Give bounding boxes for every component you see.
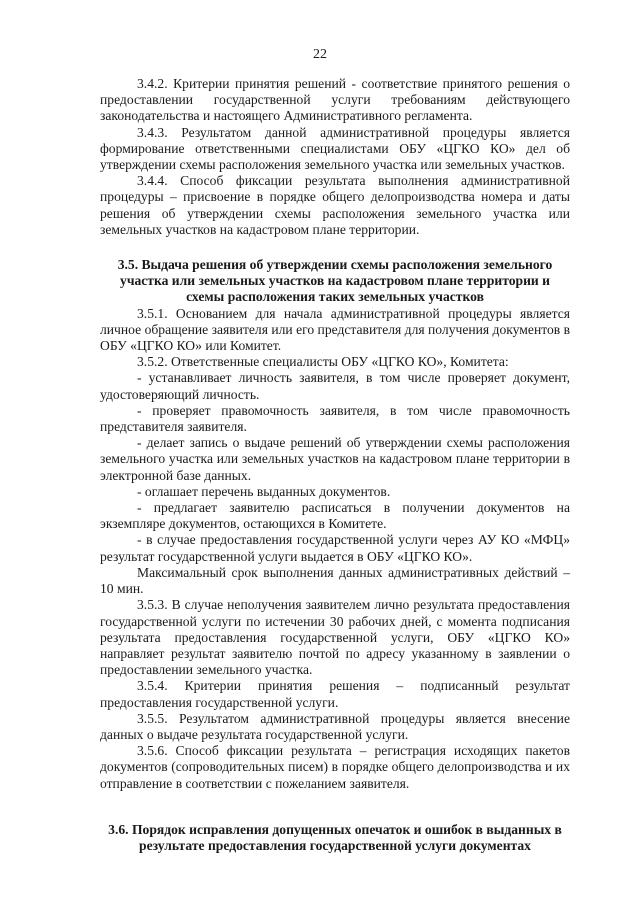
paragraph-3-5-2: 3.5.2. Ответственные специалисты ОБУ «ЦГКО КО», Комитета: xyxy=(137,354,509,370)
list-item-identity: - устанавливает личность заявителя, в том числе проверяет документ, удостоверяющий личность. xyxy=(100,370,570,402)
section-heading-3-5: 3.5. Выдача решения об утверждении схемы расположения земельного участка или земельных участков на кадастровом плане территории и схемы расположения таких земельных участков xyxy=(117,257,553,305)
paragraph-3-4-3: 3.4.3. Результатом данной административной процедуры является формирование ответственными специалистами ОБУ «ЦГКО КО» дел об утверждении схемы расположения земельного участка или земельных участков. xyxy=(100,124,570,173)
paragraph-3-5-6: 3.5.6. Способ фиксации результата – регистрация исходящих пакетов документов (сопроводительных писем) в порядке общего делопроизводства и их отправление в соответствии с пожеланием заявителя. xyxy=(100,743,570,791)
page-number: 22 xyxy=(313,47,327,62)
paragraph-3-5-5: 3.5.5. Результатом административной процедуры является внесение данных о выдаче результата государственной услуги. xyxy=(100,710,570,742)
list-item-sign: - предлагает заявителю расписаться в получении документов на экземпляре документов, остающихся в Комитете. xyxy=(100,500,570,532)
list-item-record: - делает запись о выдаче решений об утверждении схемы расположения земельного участка или земельных участков на кадастровом плане территории в электронной базе данных. xyxy=(100,435,570,483)
paragraph-3-4-2: 3.4.2. Критерии принятия решений - соответствие принятого решения о предоставлении государственной услуги требованиям действующего законодательства и настоящего Административного регламента. xyxy=(100,76,570,124)
page-content xyxy=(100,76,570,854)
section-heading-3-6: 3.6. Порядок исправления допущенных опечаток и ошибок в выданных в результате предоставления государственной услуги документах xyxy=(108,821,562,853)
paragraph-3-5-1: 3.5.1. Основанием для начала административной процедуры является личное обращение заявителя или его представителя для получения документов в ОБУ «ЦГКО КО» или Комитет. xyxy=(100,305,571,354)
list-item-announce: - оглашает перечень выданных документов. xyxy=(137,483,391,499)
paragraph-max-time: Максимальный срок выполнения данных административных действий – 10 мин. xyxy=(100,564,570,597)
paragraph-3-5-3: 3.5.3. В случае неполучения заявителем лично результата предоставления государственной услуги по истечении 30 рабочих дней, с момента подписания результата предоставления государственной услуги, ОБУ «ЦГКО КО» направляет результат заявителю почтой по адресу указанному в заявлении о предоставлении земельного участка. xyxy=(100,597,570,678)
list-item-authority: - проверяет правомочность заявителя, в том числе правомочность представителя заявителя. xyxy=(100,402,570,435)
paragraph-3-4-4: 3.4.4. Способ фиксации результата выполнения административной процедуры – присвоение в порядке общего делопроизводства номера и даты решения об утверждении схемы расположения земельного участка или земельных участков на кадастровом плане территории. xyxy=(100,173,570,237)
paragraph-3-5-4: 3.5.4. Критерии принятия решения – подписанный результат предоставления государственной услуги. xyxy=(100,678,570,710)
list-item-mfc: - в случае предоставления государственной услуги через АУ КО «МФЦ» результат государственной услуги выдается в ОБУ «ЦГКО КО». xyxy=(100,532,570,564)
